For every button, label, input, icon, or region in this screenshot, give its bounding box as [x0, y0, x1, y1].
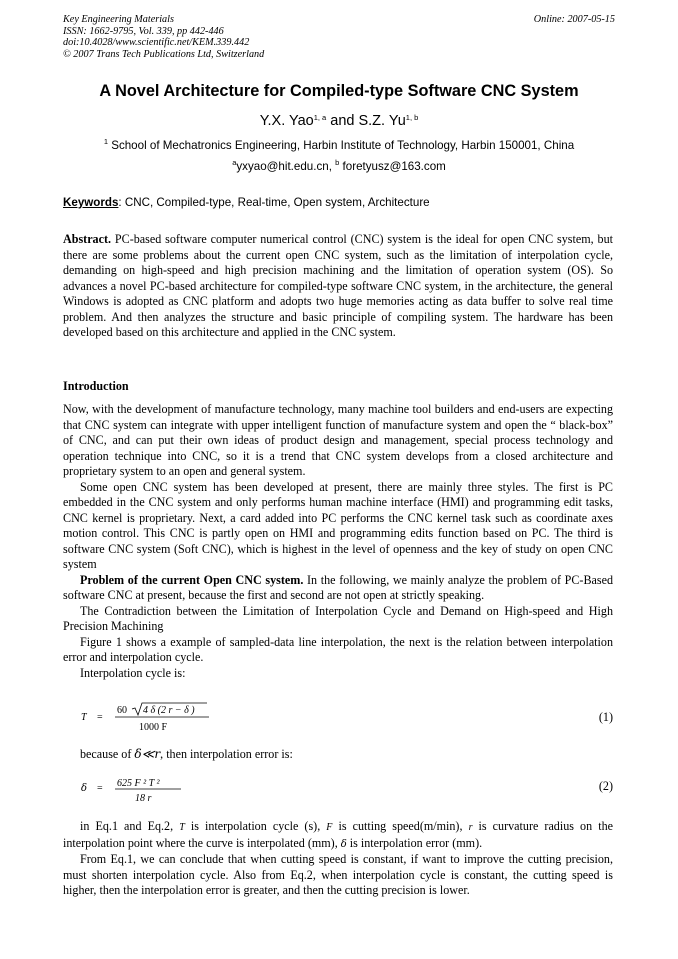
after-equations — [63, 819, 613, 899]
equation-number: (1) — [598, 710, 613, 724]
equation-number: (2) — [598, 779, 613, 793]
equation-2-graphic — [77, 775, 277, 815]
keywords-text: : CNC, Compiled-type, Real-time, Open system, Architecture — [118, 196, 430, 209]
text: is cutting speed(m/min), — [332, 819, 469, 833]
paragraph — [63, 573, 613, 604]
author-sup: 1, a — [313, 113, 327, 122]
var-delta: δ — [340, 838, 347, 850]
paragraph: Now, with the development of manufacture technology, many machine tool builders and end-users are expecting that CNC system can integrate with upper intelligent function of manufacture system and open the “ black-box” of CNC, and can put their own ideas of product design and management, special process technology and operation technique into CNC, so it is a trend that CNC system develops from a closed architecture and proprietary system to an open and general system. — [63, 402, 613, 478]
intro-body — [63, 402, 613, 681]
running-header — [63, 14, 615, 60]
online-date: Online: 2007-05-15 — [533, 14, 615, 25]
text: is interpolation cycle (s), — [184, 819, 327, 833]
paragraph: Interpolation cycle is: — [80, 665, 186, 680]
equation-2 — [63, 775, 613, 815]
paragraph: From Eq.1, we can conclude that when cutting speed is constant, if want to improve the cutting precision, must shorten interpolation cycle. Also from Eq.2, when interpolation cycle is constant, the cutting speed is higher, then the interpolation error is greater, and then the cutting precision is lower. — [63, 852, 613, 897]
keywords-line — [63, 196, 430, 209]
eq1-radicand: 4 δ (2 r − δ ) — [143, 705, 195, 716]
eq1-lhs: T — [81, 712, 87, 723]
copyright-line: © 2007 Trans Tech Publications Ltd, Switzerland — [63, 48, 265, 60]
journal-name: Key Engineering Materials — [63, 14, 174, 25]
email-line — [40, 160, 638, 173]
text: , then interpolation error is: — [160, 747, 293, 761]
paragraph — [63, 819, 613, 852]
author-and: and — [326, 113, 359, 129]
paragraph-lead: Problem of the current Open CNC system. — [80, 572, 304, 587]
email-link[interactable]: foretyusz@163.com — [339, 160, 446, 173]
abstract-label: Abstract. — [63, 232, 112, 246]
text: because of — [80, 747, 135, 761]
eq2-equals: = — [97, 783, 103, 794]
eq1-coefficient: 60 — [117, 705, 127, 716]
author-name: S.Z. Yu — [358, 113, 406, 129]
author-line — [40, 113, 638, 129]
eq2-denominator: 18 r — [135, 793, 152, 804]
eq2-numerator: 625 F ² T ² — [117, 778, 160, 789]
affiliation-text: School of Mechatronics Engineering, Harbin Institute of Technology, Harbin 150001, China — [107, 139, 575, 152]
paragraph: Figure 1 shows a example of sampled-data line interpolation, the next is the relation between interpolation error and interpolation cycle. — [63, 634, 613, 664]
text: is curvature radius on the interpolation point where the curve is interpolated (mm), — [63, 819, 613, 850]
issn-line: ISSN: 1662-9795, Vol. 339, pp 442-446 — [63, 25, 224, 37]
eq1-denominator: 1000 F — [139, 722, 168, 733]
paragraph: Some open CNC system has been developed at present, there are mainly three styles. The first is PC embedded in the CNC system and only performs human machine interface (HMI) and programming edit tasks, CNC kernel is proprietary. Next, a card added into PC performs the CNC kernel task such as coordinate axes motion control. This CNC is partly open on HMI and programming edits function based on PC. The third is software CNC system (Soft CNC), which is highest in the level of openness and the key of study on open CNC system — [63, 479, 613, 571]
email-sup: b — [335, 158, 340, 167]
var-F: F — [326, 822, 333, 833]
author-sup: 1, b — [405, 113, 419, 122]
inline-math: δ≪r — [134, 747, 161, 761]
affiliation — [40, 139, 638, 152]
doi-line: doi:10.4028/www.scientific.net/KEM.339.442 — [63, 37, 250, 49]
equation-1-graphic — [77, 700, 277, 740]
email-link[interactable]: yxyao@hit.edu.cn, — [236, 160, 336, 173]
abstract — [63, 232, 613, 341]
text: is interpolation error (mm). — [346, 835, 483, 850]
var-r: r — [468, 822, 473, 833]
paper-title: A Novel Architecture for Compiled-type Software CNC System — [99, 82, 579, 100]
because-line — [80, 747, 613, 763]
text: in Eq.1 and Eq.2, — [80, 819, 180, 833]
paragraph-text: In the following, we mainly analyze the problem of PC-Based software CNC at present, because the first and second are not open at strictly speaking. — [63, 572, 613, 602]
eq2-lhs: δ — [81, 783, 88, 794]
author-name: Y.X. Yao — [259, 113, 314, 129]
var-T: T — [179, 822, 185, 833]
keywords-label: Keywords — [63, 196, 119, 209]
affiliation-sup: 1 — [103, 137, 108, 146]
section-heading: Introduction — [63, 379, 129, 393]
paragraph: The Contradiction between the Limitation of Interpolation Cycle and Demand on High-speed and High Precision Machining — [63, 603, 613, 633]
email-sup: a — [232, 158, 237, 167]
eq1-equals: = — [97, 712, 103, 723]
equation-1 — [63, 700, 613, 740]
abstract-text: PC-based software computer numerical control (CNC) system is the ideal for open CNC system, but there are some problems about the current open CNC system, such as the limitation of interpolation cycle, demanding on high-speed and high precision machining and the limitation of operation system (OS). So advances a novel PC-based architecture for compiled-type software CNC system, in the architecture, the general Windows is adopted as CNC platform and adopts two huge memories acting as data buffer to solve real time problem. And then analyzes the structure and basic principle of compiling system. The hardware has been developed based on this architecture and applied in the CNC system. — [63, 232, 613, 339]
